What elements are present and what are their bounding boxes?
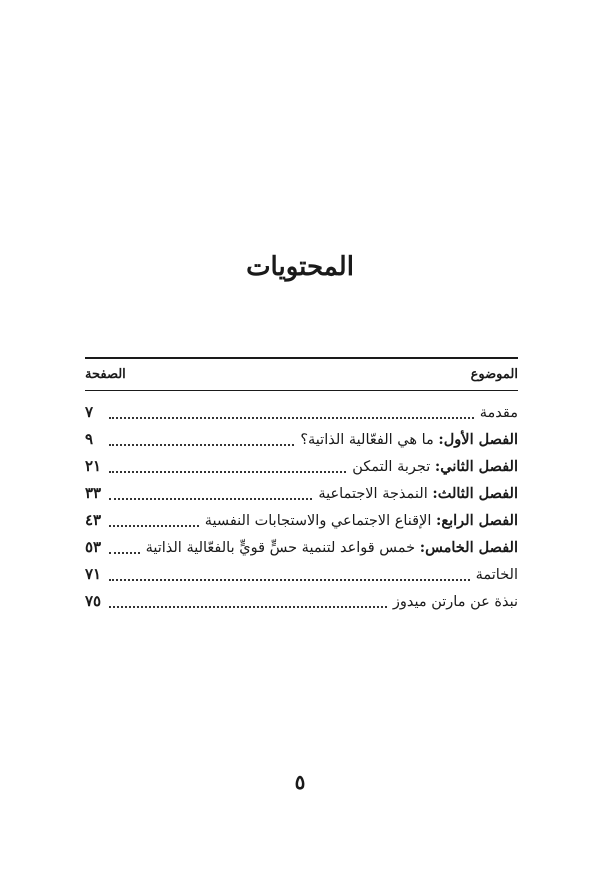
chapter-label: الفصل الرابع xyxy=(441,511,518,529)
entry-title: ما هي الفعّالية الذاتية؟ xyxy=(300,431,439,448)
chapter-separator: : xyxy=(436,511,442,529)
chapter-separator: : xyxy=(419,538,426,556)
toc-entry[interactable] xyxy=(85,508,518,535)
topic-column-label: الموضوع xyxy=(470,367,518,382)
dot-leader xyxy=(109,510,199,527)
chapter-separator: : xyxy=(432,484,438,502)
entry-title: مقدمة xyxy=(479,404,518,421)
dot-leader xyxy=(109,537,140,554)
page-column-label: الصفحة xyxy=(85,367,126,382)
chapter-label: الفصل الثاني xyxy=(440,457,518,475)
entry-title: نبذة عن مارتن ميدوز xyxy=(392,593,518,610)
toc-entry[interactable] xyxy=(85,562,518,589)
chapter-label: الفصل الخامس xyxy=(425,538,518,556)
dot-leader xyxy=(109,564,470,581)
toc-header xyxy=(85,359,518,390)
chapter-separator: : xyxy=(434,457,441,475)
toc-entry[interactable] xyxy=(85,400,518,427)
dot-leader xyxy=(109,456,346,473)
toc-entry[interactable] xyxy=(85,481,518,508)
entry-page-number: ٢١ xyxy=(85,456,102,475)
entry-title: النمذجة الاجتماعية xyxy=(318,485,433,502)
toc-header-rule xyxy=(85,390,518,391)
toc-entry[interactable] xyxy=(85,427,518,454)
table-of-contents xyxy=(85,357,518,616)
entry-page-number: ٧ xyxy=(85,402,94,421)
entry-page-number: ٧٥ xyxy=(85,591,102,610)
entry-title: تجربة التمكن xyxy=(352,458,435,475)
entry-title: الإقناع الاجتماعي والاستجابات النفسية xyxy=(204,512,437,529)
toc-entry[interactable] xyxy=(85,535,518,562)
entry-page-number: ٩ xyxy=(85,429,94,448)
entry-page-number: ٥٣ xyxy=(85,537,102,556)
toc-list xyxy=(85,400,518,616)
dot-leader xyxy=(109,402,474,419)
entry-title: خمس قواعد لتنمية حسٍّ قويٍّ بالفعّالية الذاتية xyxy=(145,539,420,556)
entry-title: الخاتمة xyxy=(475,566,518,583)
chapter-label: الفصل الثالث xyxy=(437,484,518,502)
dot-leader xyxy=(109,483,312,500)
dot-leader xyxy=(109,591,387,608)
entry-page-number: ٧١ xyxy=(85,564,102,583)
dot-leader xyxy=(109,429,294,446)
toc-entry[interactable] xyxy=(85,589,518,616)
entry-page-number: ٣٣ xyxy=(85,483,102,502)
entry-page-number: ٤٣ xyxy=(85,510,102,529)
page-title: المحتويات xyxy=(246,252,354,282)
chapter-label: الفصل الأول xyxy=(443,430,518,448)
toc-entry[interactable] xyxy=(85,454,518,481)
footer-page-number: ٥ xyxy=(294,770,306,794)
chapter-separator: : xyxy=(438,430,444,448)
